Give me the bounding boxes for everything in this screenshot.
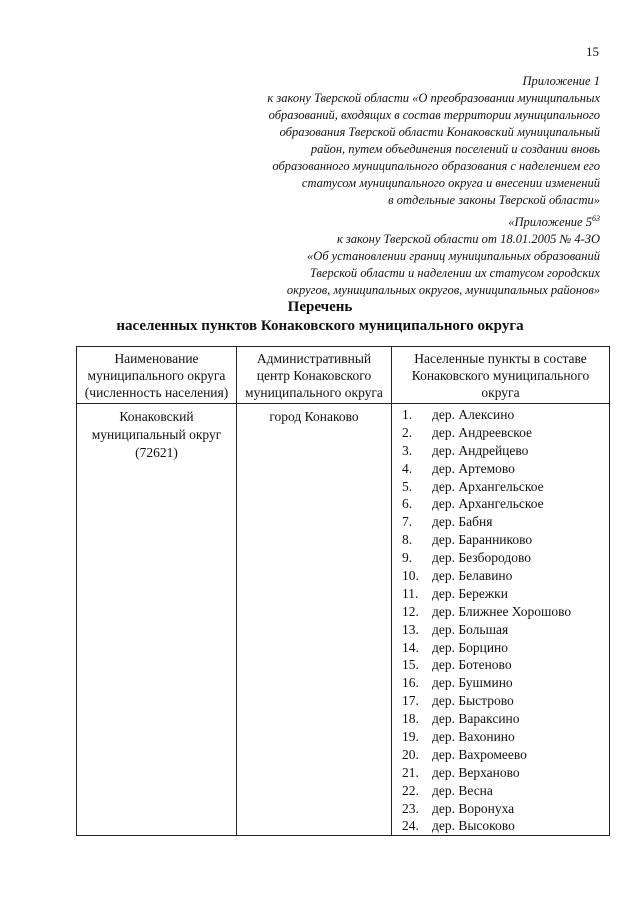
settlement-number: 22. <box>402 782 419 798</box>
list-item <box>402 782 609 800</box>
list-item <box>402 460 609 478</box>
list-item <box>402 495 609 513</box>
appendix-1-line: образований, входящих в состав территории муниципального <box>268 108 600 122</box>
appendix-1-note <box>220 73 600 209</box>
settlement-number: 7. <box>402 514 413 530</box>
settlement-name: дер. Вахромеево <box>432 746 527 762</box>
district-cell <box>77 404 237 836</box>
settlement-name: дер. Быстрово <box>432 693 514 709</box>
settlement-name: дер. Борцино <box>432 639 509 655</box>
settlement-number: 3. <box>402 442 413 458</box>
settlement-name: дер. Андреевское <box>432 424 533 440</box>
appendix-5-note <box>180 210 600 299</box>
settlement-number: 18. <box>402 711 419 727</box>
appendix-5-heading: «Приложение $5^{63}$ <box>508 214 600 230</box>
settlement-name: дер. Алексино <box>432 407 515 422</box>
title-line-1: Перечень <box>287 299 353 315</box>
list-item <box>402 710 609 728</box>
list-item <box>402 549 609 567</box>
district-population: (72621) <box>135 445 178 460</box>
list-item <box>402 639 609 657</box>
settlement-list <box>402 406 609 835</box>
settlement-name: дер. Ботеново <box>432 657 512 673</box>
settlement-number: 16. <box>402 675 419 691</box>
settlement-number: 6. <box>402 496 413 512</box>
appendix-5-line: округов, муниципальных округов, муниципальных районов» <box>286 283 600 298</box>
list-item <box>402 442 609 460</box>
settlement-name: дер. Архангельское <box>432 496 544 512</box>
table-header-row <box>77 347 610 404</box>
header-admin-center: Административный центр Конаковского муниципального округа <box>237 347 392 404</box>
list-item <box>402 406 609 424</box>
settlement-name: дер. Воронуха <box>432 800 515 816</box>
settlement-name: дер. Верханово <box>432 764 520 780</box>
settlement-number: 9. <box>402 550 413 566</box>
settlement-number: 21. <box>402 764 419 780</box>
settlement-number: 17. <box>402 693 419 709</box>
settlement-name: дер. Вахонино <box>432 729 515 745</box>
settlement-number: 19. <box>402 729 419 745</box>
settlement-name: дер. Архангельское <box>432 478 544 494</box>
appendix-5-superscript: 63 <box>592 214 600 223</box>
list-item <box>402 424 609 442</box>
admin-center-cell: город Конаково <box>237 404 392 836</box>
settlement-name: дер. Бережки <box>432 585 508 601</box>
settlement-name: дер. Весна <box>432 782 493 798</box>
settlement-number: 1. <box>402 407 413 422</box>
list-item <box>402 764 609 782</box>
appendix-1-line: Приложение 1 <box>522 74 600 88</box>
settlement-name: дер. Артемово <box>432 460 515 476</box>
settlement-number: 15. <box>402 657 419 673</box>
appendix-1-line: к закону Тверской области «О преобразовании муниципальных <box>267 91 600 105</box>
settlement-number: 2. <box>402 424 413 440</box>
list-item <box>402 692 609 710</box>
list-item <box>402 531 609 549</box>
settlement-number: 23. <box>402 800 419 816</box>
settlements-cell <box>392 404 610 836</box>
list-item <box>402 603 609 621</box>
settlement-number: 4. <box>402 460 413 476</box>
list-item <box>402 585 609 603</box>
list-item <box>402 800 609 818</box>
settlement-name: дер. Баранниково <box>432 532 533 548</box>
list-item <box>402 656 609 674</box>
settlement-number: 11. <box>402 585 419 601</box>
settlement-number: 20. <box>402 746 419 762</box>
settlement-number: 14. <box>402 639 419 655</box>
settlement-name: дер. Андрейцево <box>432 442 529 458</box>
settlement-number: 12. <box>402 603 419 619</box>
appendix-1-line: в отдельные законы Тверской области» <box>388 193 600 207</box>
settlement-name: дер. Вараксино <box>432 711 520 727</box>
page-number: 15 <box>586 44 599 59</box>
list-item <box>402 817 609 835</box>
list-item <box>402 621 609 639</box>
header-settlements: Населенные пункты в составе Конаковского муниципального округа <box>392 347 610 404</box>
district-name: Конаковский муниципальный округ <box>91 409 222 442</box>
list-item <box>402 746 609 764</box>
settlement-name: дер. Ближнее Хорошово <box>432 603 572 619</box>
list-item <box>402 567 609 585</box>
table-row <box>77 404 610 836</box>
settlement-number: 10. <box>402 568 419 584</box>
appendix-5-line: «Об установлении границ муниципальных образований <box>306 249 600 264</box>
appendix-5-line: Тверской области и наделении их статусом городских <box>309 266 600 281</box>
settlement-name: дер. Высоково <box>432 818 515 834</box>
settlement-number: 24. <box>402 818 419 834</box>
appendix-5-line: к закону Тверской области от 18.01.2005 № 4-ЗО <box>336 232 600 247</box>
settlement-name: дер. Бушмино <box>432 675 513 691</box>
settlement-number: 5. <box>402 478 413 494</box>
list-item <box>402 728 609 746</box>
document-title <box>0 298 640 336</box>
appendix-1-line: статусом муниципального округа и внесении изменений <box>301 176 600 190</box>
appendix-1-line: район, путем объединения поселений и создании вновь <box>310 142 600 156</box>
settlement-number: 13. <box>402 621 419 637</box>
title-line-2: населенных пунктов Конаковского муниципального округа <box>116 318 524 334</box>
settlement-name: дер. Большая <box>432 621 509 637</box>
list-item <box>402 478 609 496</box>
header-district: Наименование муниципального округа (численность населения) <box>77 347 237 404</box>
settlement-name: дер. Бабня <box>432 514 493 530</box>
appendix-1-line: образованного муниципального образования с наделением его <box>272 159 600 173</box>
settlement-name: дер. Белавино <box>432 568 513 584</box>
list-item <box>402 513 609 531</box>
settlement-name: дер. Безбородово <box>432 550 531 566</box>
appendix-1-line: образования Тверской области Конаковский муниципальный <box>279 125 600 139</box>
settlement-number: 8. <box>402 532 413 548</box>
settlements-table <box>76 346 610 836</box>
list-item <box>402 674 609 692</box>
